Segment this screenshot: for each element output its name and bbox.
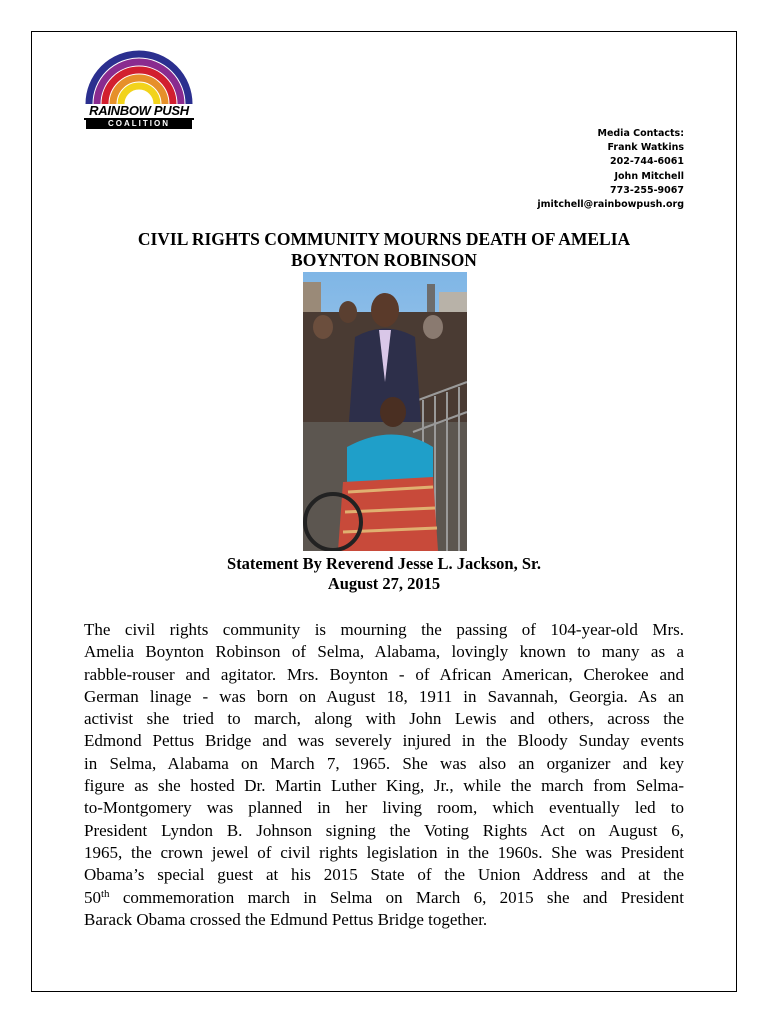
body-line: to-Montgomery was planned in her living room, which eventually led to — [84, 798, 684, 818]
body-line: German linage - was born on August 18, 1911 in Savannah, Georgia. As an — [84, 686, 684, 706]
ordinal-number: 50 — [84, 887, 101, 907]
headline-line-2: BOYNTON ROBINSON — [291, 250, 477, 270]
media-contacts-heading: Media Contacts: — [597, 128, 684, 139]
rainbow-push-logo — [84, 46, 194, 130]
ordinal-suffix: th — [101, 887, 110, 900]
contact-phone: 773-255-9067 — [610, 184, 684, 196]
body-line: Obama’s special guest at his 2015 State of the Union Address and at the — [84, 865, 684, 885]
photo — [303, 272, 467, 551]
media-contacts — [537, 127, 684, 212]
body-line-commemoration — [84, 887, 684, 909]
body-line: Barack Obama crossed the Edmund Pettus Bridge together. — [84, 909, 488, 929]
rainbow-arc-icon — [84, 46, 194, 106]
statement-date: August 27, 2015 — [327, 574, 441, 593]
contact-phone: 202-744-6061 — [610, 156, 684, 168]
logo-subtitle: COALITION — [86, 119, 192, 129]
body-line: Amelia Boynton Robinson of Selma, Alabama, lovingly known to many as a — [84, 642, 684, 662]
photo-illustration — [303, 272, 467, 551]
statement-byline: Statement By Reverend Jesse L. Jackson, Sr. — [227, 554, 541, 573]
contact-email[interactable]: jmitchell@rainbowpush.org — [537, 199, 684, 211]
body-paragraph — [84, 619, 684, 931]
headline-line-1: CIVIL RIGHTS COMMUNITY MOURNS DEATH OF AMELIA — [137, 229, 631, 249]
body-line: 1965, the crown jewel of civil rights legislation in the 1960s. She was President — [84, 842, 684, 862]
logo-name: RAINBOW PUSH — [84, 104, 194, 120]
body-line: Edmond Pettus Bridge and was severely injured in the Bloody Sunday events — [84, 731, 684, 751]
body-line: in Selma, Alabama on March 7, 1965. She was also an organizer and key — [84, 753, 684, 773]
body-line: President Lyndon B. Johnson signing the Voting Rights Act on August 6, — [84, 820, 684, 840]
body-line: activist she tried to march, along with John Lewis and others, across the — [84, 709, 684, 729]
body-line: rabble-rouser and agitator. Mrs. Boynton - of African American, Cherokee and — [84, 664, 684, 684]
body-line: The civil rights community is mourning the passing of 104-year-old Mrs. — [84, 620, 684, 639]
contact-name: John Mitchell — [614, 170, 684, 182]
body-line-rest: commemoration march in Selma on March 6, 2015 she and President — [109, 887, 684, 907]
headline — [60, 229, 708, 271]
contact-name: Frank Watkins — [607, 142, 684, 154]
statement-header — [60, 554, 708, 594]
body-line: figure as she hosted Dr. Martin Luther King, Jr., while the march from Selma- — [84, 776, 684, 796]
